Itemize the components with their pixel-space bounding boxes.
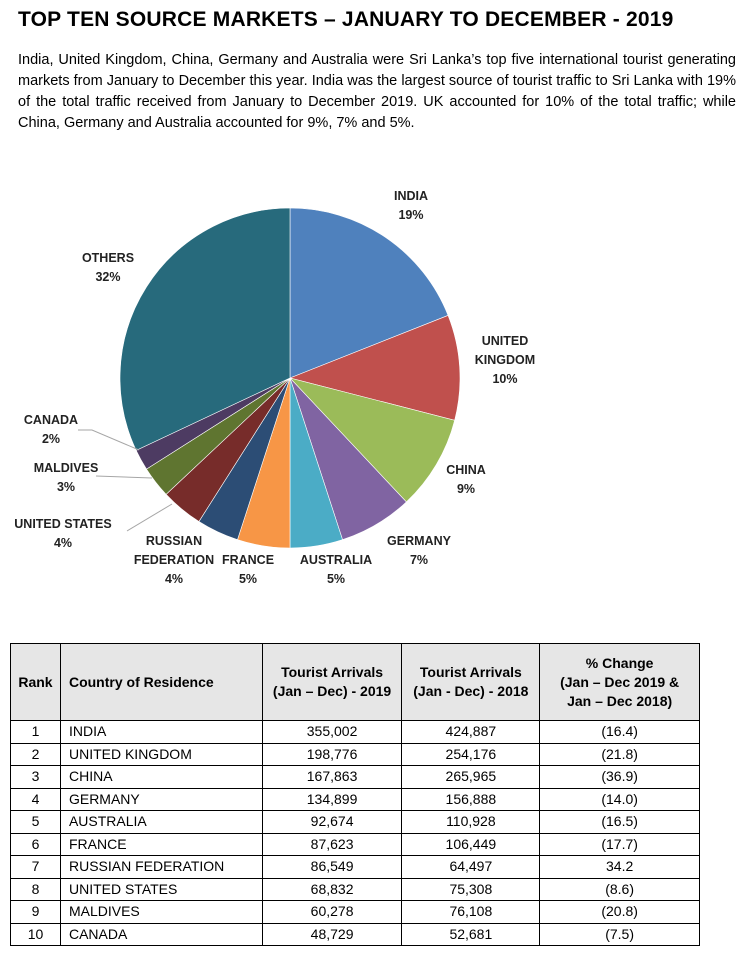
cell-arrivals-2018: 76,108: [402, 901, 540, 924]
cell-arrivals-2018: 254,176: [402, 743, 540, 766]
intro-paragraph: India, United Kingdom, China, Germany and Australia were Sri Lanka’s top five international tourist generating markets from January to December this year. India was the largest source of tourist traffic to Sri Lanka with 19% of the total traffic received from January to December 2019. UK accounted for 10% of the total traffic; while China, Germany and Australia accounted for 9%, 7% and 5%.: [18, 52, 736, 131]
header-percent-change: % Change (Jan – Dec 2019 & Jan – Dec 2018): [540, 644, 700, 721]
cell-arrivals-2018: 64,497: [402, 856, 540, 879]
pie-label-germany: GERMANY 7%: [387, 534, 451, 567]
cell-arrivals-2019: 48,729: [262, 923, 402, 946]
header-rank: Rank: [11, 644, 61, 721]
table-row: [11, 811, 700, 834]
pie-label-canada: CANADA 2%: [23, 413, 79, 446]
cell-arrivals-2019: 198,776: [262, 743, 402, 766]
cell-percent-change: (36.9): [540, 766, 700, 789]
pie-label-maldives: MALDIVES 3%: [33, 461, 99, 494]
pie-label-united-states: UNITED STATES 4%: [14, 517, 112, 550]
cell-percent-change: 34.2: [540, 856, 700, 879]
cell-percent-change: (16.4): [540, 721, 700, 744]
source-markets-table: [10, 643, 700, 946]
cell-arrivals-2019: 68,832: [262, 878, 402, 901]
cell-country: RUSSIAN FEDERATION: [60, 856, 262, 879]
cell-arrivals-2019: 134,899: [262, 788, 402, 811]
table-row: [11, 878, 700, 901]
cell-arrivals-2019: 355,002: [262, 721, 402, 744]
pie-label-china: CHINA 9%: [446, 463, 486, 496]
cell-arrivals-2019: 60,278: [262, 901, 402, 924]
cell-arrivals-2018: 75,308: [402, 878, 540, 901]
table-row: [11, 923, 700, 946]
header-country: Country of Residence: [60, 644, 262, 721]
cell-percent-change: (20.8): [540, 901, 700, 924]
table-row: [11, 743, 700, 766]
cell-rank: 3: [11, 766, 61, 789]
pie-label-france: FRANCE 5%: [221, 553, 275, 586]
leader-line-maldives: [96, 476, 152, 478]
cell-country: UNITED KINGDOM: [60, 743, 262, 766]
cell-rank: 4: [11, 788, 61, 811]
cell-arrivals-2018: 106,449: [402, 833, 540, 856]
cell-percent-change: (7.5): [540, 923, 700, 946]
cell-rank: 10: [11, 923, 61, 946]
cell-rank: 5: [11, 811, 61, 834]
cell-percent-change: (17.7): [540, 833, 700, 856]
cell-rank: 6: [11, 833, 61, 856]
cell-arrivals-2019: 87,623: [262, 833, 402, 856]
header-arrivals-2019: Tourist Arrivals (Jan – Dec) - 2019: [262, 644, 402, 721]
table-row: [11, 901, 700, 924]
leader-line-united-states: [127, 504, 172, 531]
cell-country: FRANCE: [60, 833, 262, 856]
cell-rank: 1: [11, 721, 61, 744]
page-title: TOP TEN SOURCE MARKETS – JANUARY TO DECEMBER - 2019: [18, 8, 674, 31]
cell-country: CANADA: [60, 923, 262, 946]
cell-arrivals-2018: 424,887: [402, 721, 540, 744]
cell-country: MALDIVES: [60, 901, 262, 924]
table-row: [11, 856, 700, 879]
cell-arrivals-2019: 167,863: [262, 766, 402, 789]
table-row: [11, 833, 700, 856]
cell-rank: 7: [11, 856, 61, 879]
table-row: [11, 788, 700, 811]
cell-country: CHINA: [60, 766, 262, 789]
cell-percent-change: (14.0): [540, 788, 700, 811]
pie-label-others: OTHERS 32%: [81, 251, 135, 284]
cell-arrivals-2019: 92,674: [262, 811, 402, 834]
table-row: [11, 721, 700, 744]
cell-percent-change: (8.6): [540, 878, 700, 901]
cell-country: UNITED STATES: [60, 878, 262, 901]
cell-percent-change: (21.8): [540, 743, 700, 766]
pie-label-australia: AUSTRALIA 5%: [299, 553, 373, 586]
table-row: [11, 766, 700, 789]
cell-arrivals-2018: 52,681: [402, 923, 540, 946]
cell-rank: 2: [11, 743, 61, 766]
pie-label-russian-federation: RUSSIAN FEDERATION 4%: [133, 534, 215, 586]
cell-percent-change: (16.5): [540, 811, 700, 834]
cell-arrivals-2018: 265,965: [402, 766, 540, 789]
cell-country: INDIA: [60, 721, 262, 744]
cell-arrivals-2018: 156,888: [402, 788, 540, 811]
pie-label-united-kingdom: UNITED KINGDOM 10%: [474, 334, 536, 386]
header-arrivals-2018: Tourist Arrivals (Jan - Dec) - 2018: [402, 644, 540, 721]
cell-rank: 8: [11, 878, 61, 901]
table-header-row: [11, 644, 700, 721]
cell-arrivals-2019: 86,549: [262, 856, 402, 879]
cell-arrivals-2018: 110,928: [402, 811, 540, 834]
cell-country: AUSTRALIA: [60, 811, 262, 834]
cell-country: GERMANY: [60, 788, 262, 811]
cell-rank: 9: [11, 901, 61, 924]
pie-label-india: INDIA 19%: [393, 189, 429, 222]
